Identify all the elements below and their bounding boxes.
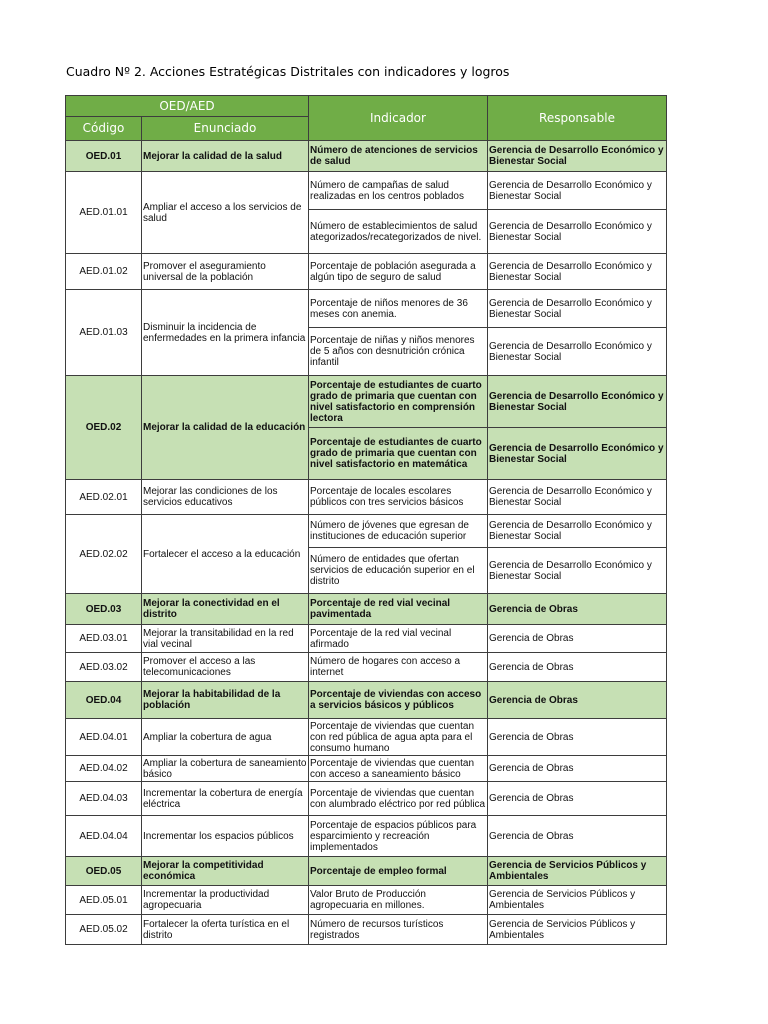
cell-responsable: Gerencia de Servicios Públicos y Ambientales bbox=[488, 886, 667, 915]
cell-enunciado: Mejorar la conectividad en el distrito bbox=[142, 594, 309, 625]
cell-responsable: Gerencia de Desarrollo Económico y Bienestar Social bbox=[488, 515, 667, 548]
cell-indicador: Valor Bruto de Producción agropecuaria en millones. bbox=[309, 886, 488, 915]
table-body bbox=[66, 141, 667, 945]
cell-codigo: AED.04.02 bbox=[66, 756, 142, 782]
cell-responsable: Gerencia de Obras bbox=[488, 594, 667, 625]
cell-responsable: Gerencia de Desarrollo Económico y Bienestar Social bbox=[488, 254, 667, 290]
table-row bbox=[66, 515, 667, 548]
header-codigo: Código bbox=[66, 117, 142, 141]
strategic-actions-table bbox=[65, 95, 667, 945]
cell-responsable: Gerencia de Desarrollo Económico y Bienestar Social bbox=[488, 210, 667, 254]
cell-codigo: AED.02.01 bbox=[66, 480, 142, 515]
cell-indicador: Porcentaje de espacios públicos para esparcimiento y recreación implementados bbox=[309, 816, 488, 857]
cell-codigo: AED.05.01 bbox=[66, 886, 142, 915]
cell-enunciado: Mejorar la calidad de la salud bbox=[142, 141, 309, 172]
cell-responsable: Gerencia de Obras bbox=[488, 816, 667, 857]
cell-indicador: Número de hogares con acceso a internet bbox=[309, 653, 488, 682]
cell-responsable: Gerencia de Desarrollo Económico y Bienestar Social bbox=[488, 172, 667, 210]
cell-enunciado: Mejorar las condiciones de los servicios educativos bbox=[142, 480, 309, 515]
cell-responsable: Gerencia de Desarrollo Económico y Bienestar Social bbox=[488, 480, 667, 515]
cell-enunciado: Mejorar la competitividad económica bbox=[142, 857, 309, 886]
cell-indicador: Número de campañas de salud realizadas en los centros poblados bbox=[309, 172, 488, 210]
cell-responsable: Gerencia de Obras bbox=[488, 682, 667, 719]
table-row bbox=[66, 625, 667, 653]
cell-indicador: Número de atenciones de servicios de salud bbox=[309, 141, 488, 172]
table-row bbox=[66, 594, 667, 625]
cell-indicador: Porcentaje de niñas y niños menores de 5 años con desnutrición crónica infantil bbox=[309, 328, 488, 376]
cell-codigo: AED.04.04 bbox=[66, 816, 142, 857]
cell-codigo: AED.02.02 bbox=[66, 515, 142, 594]
cell-codigo: AED.05.02 bbox=[66, 915, 142, 945]
cell-codigo: OED.03 bbox=[66, 594, 142, 625]
cell-indicador: Porcentaje de la red vial vecinal afirmado bbox=[309, 625, 488, 653]
cell-indicador: Número de jóvenes que egresan de instituciones de educación superior bbox=[309, 515, 488, 548]
cell-indicador: Número de establecimientos de salud ategorizados/recategorizados de nivel. bbox=[309, 210, 488, 254]
cell-responsable: Gerencia de Desarrollo Económico y Bienestar Social bbox=[488, 141, 667, 172]
cell-indicador: Porcentaje de estudiantes de cuarto grado de primaria que cuentan con nivel satisfactorio en matemática bbox=[309, 428, 488, 480]
cell-responsable: Gerencia de Obras bbox=[488, 782, 667, 816]
cell-indicador: Porcentaje de estudiantes de cuarto grado de primaria que cuentan con nivel satisfactorio en comprensión lectora bbox=[309, 376, 488, 428]
cell-enunciado: Mejorar la transitabilidad en la red vial vecinal bbox=[142, 625, 309, 653]
cell-codigo: AED.01.02 bbox=[66, 254, 142, 290]
table-row bbox=[66, 376, 667, 428]
header-indicador: Indicador bbox=[309, 96, 488, 141]
cell-indicador: Porcentaje de viviendas con acceso a servicios básicos y públicos bbox=[309, 682, 488, 719]
table-row bbox=[66, 816, 667, 857]
header-responsable: Responsable bbox=[488, 96, 667, 141]
table-row bbox=[66, 653, 667, 682]
table-row bbox=[66, 141, 667, 172]
cell-responsable: Gerencia de Desarrollo Económico y Bienestar Social bbox=[488, 328, 667, 376]
cell-responsable: Gerencia de Servicios Públicos y Ambientales bbox=[488, 857, 667, 886]
cell-indicador: Porcentaje de niños menores de 36 meses con anemia. bbox=[309, 290, 488, 328]
cell-indicador: Porcentaje de locales escolares públicos con tres servicios básicos bbox=[309, 480, 488, 515]
table-row bbox=[66, 915, 667, 945]
cell-indicador: Número de entidades que ofertan servicios de educación superior en el distrito bbox=[309, 548, 488, 594]
cell-indicador: Porcentaje de empleo formal bbox=[309, 857, 488, 886]
cell-codigo: AED.01.01 bbox=[66, 172, 142, 254]
table-row bbox=[66, 719, 667, 756]
cell-indicador: Porcentaje de viviendas que cuentan con alumbrado eléctrico por red pública bbox=[309, 782, 488, 816]
cell-responsable: Gerencia de Desarrollo Económico y Bienestar Social bbox=[488, 428, 667, 480]
cell-enunciado: Mejorar la habitabilidad de la población bbox=[142, 682, 309, 719]
cell-indicador: Porcentaje de red vial vecinal pavimentada bbox=[309, 594, 488, 625]
cell-enunciado: Fortalecer la oferta turística en el distrito bbox=[142, 915, 309, 945]
table-row bbox=[66, 682, 667, 719]
cell-enunciado: Ampliar la cobertura de agua bbox=[142, 719, 309, 756]
cell-enunciado: Incrementar los espacios públicos bbox=[142, 816, 309, 857]
table-row bbox=[66, 857, 667, 886]
cell-codigo: AED.03.02 bbox=[66, 653, 142, 682]
cell-codigo: AED.01.03 bbox=[66, 290, 142, 376]
table-row bbox=[66, 756, 667, 782]
cell-codigo: AED.03.01 bbox=[66, 625, 142, 653]
cell-indicador: Número de recursos turísticos registrados bbox=[309, 915, 488, 945]
cell-responsable: Gerencia de Obras bbox=[488, 719, 667, 756]
cell-enunciado: Mejorar la calidad de la educación bbox=[142, 376, 309, 480]
cell-codigo: OED.01 bbox=[66, 141, 142, 172]
cell-enunciado: Ampliar el acceso a los servicios de salud bbox=[142, 172, 309, 254]
cell-enunciado: Incrementar la cobertura de energía eléctrica bbox=[142, 782, 309, 816]
cell-codigo: AED.04.03 bbox=[66, 782, 142, 816]
table-row bbox=[66, 782, 667, 816]
cell-responsable: Gerencia de Desarrollo Económico y Bienestar Social bbox=[488, 548, 667, 594]
table-row bbox=[66, 480, 667, 515]
cell-indicador: Porcentaje de población asegurada a algún tipo de seguro de salud bbox=[309, 254, 488, 290]
table-row bbox=[66, 290, 667, 328]
cell-enunciado: Fortalecer el acceso a la educación bbox=[142, 515, 309, 594]
header-oed-aed: OED/AED bbox=[66, 96, 309, 117]
table-row bbox=[66, 886, 667, 915]
cell-enunciado: Promover el acceso a las telecomunicaciones bbox=[142, 653, 309, 682]
table-row bbox=[66, 172, 667, 210]
cell-codigo: OED.02 bbox=[66, 376, 142, 480]
cell-enunciado: Ampliar la cobertura de saneamiento básico bbox=[142, 756, 309, 782]
cell-responsable: Gerencia de Desarrollo Económico y Bienestar Social bbox=[488, 376, 667, 428]
cell-responsable: Gerencia de Obras bbox=[488, 756, 667, 782]
cell-enunciado: Disminuir la incidencia de enfermedades en la primera infancia bbox=[142, 290, 309, 376]
cell-responsable: Gerencia de Obras bbox=[488, 625, 667, 653]
cell-responsable: Gerencia de Desarrollo Económico y Bienestar Social bbox=[488, 290, 667, 328]
cell-indicador: Porcentaje de viviendas que cuentan con red pública de agua apta para el consumo humano bbox=[309, 719, 488, 756]
table-header bbox=[66, 96, 667, 141]
cell-codigo: OED.05 bbox=[66, 857, 142, 886]
table-row bbox=[66, 254, 667, 290]
cell-enunciado: Promover el aseguramiento universal de la población bbox=[142, 254, 309, 290]
cell-indicador: Porcentaje de viviendas que cuentan con acceso a saneamiento básico bbox=[309, 756, 488, 782]
cell-enunciado: Incrementar la productividad agropecuaria bbox=[142, 886, 309, 915]
cell-codigo: AED.04.01 bbox=[66, 719, 142, 756]
header-enunciado: Enunciado bbox=[142, 117, 309, 141]
table-title: Cuadro Nº 2. Acciones Estratégicas Distritales con indicadores y logros bbox=[66, 64, 510, 79]
cell-codigo: OED.04 bbox=[66, 682, 142, 719]
cell-responsable: Gerencia de Servicios Públicos y Ambientales bbox=[488, 915, 667, 945]
cell-responsable: Gerencia de Obras bbox=[488, 653, 667, 682]
